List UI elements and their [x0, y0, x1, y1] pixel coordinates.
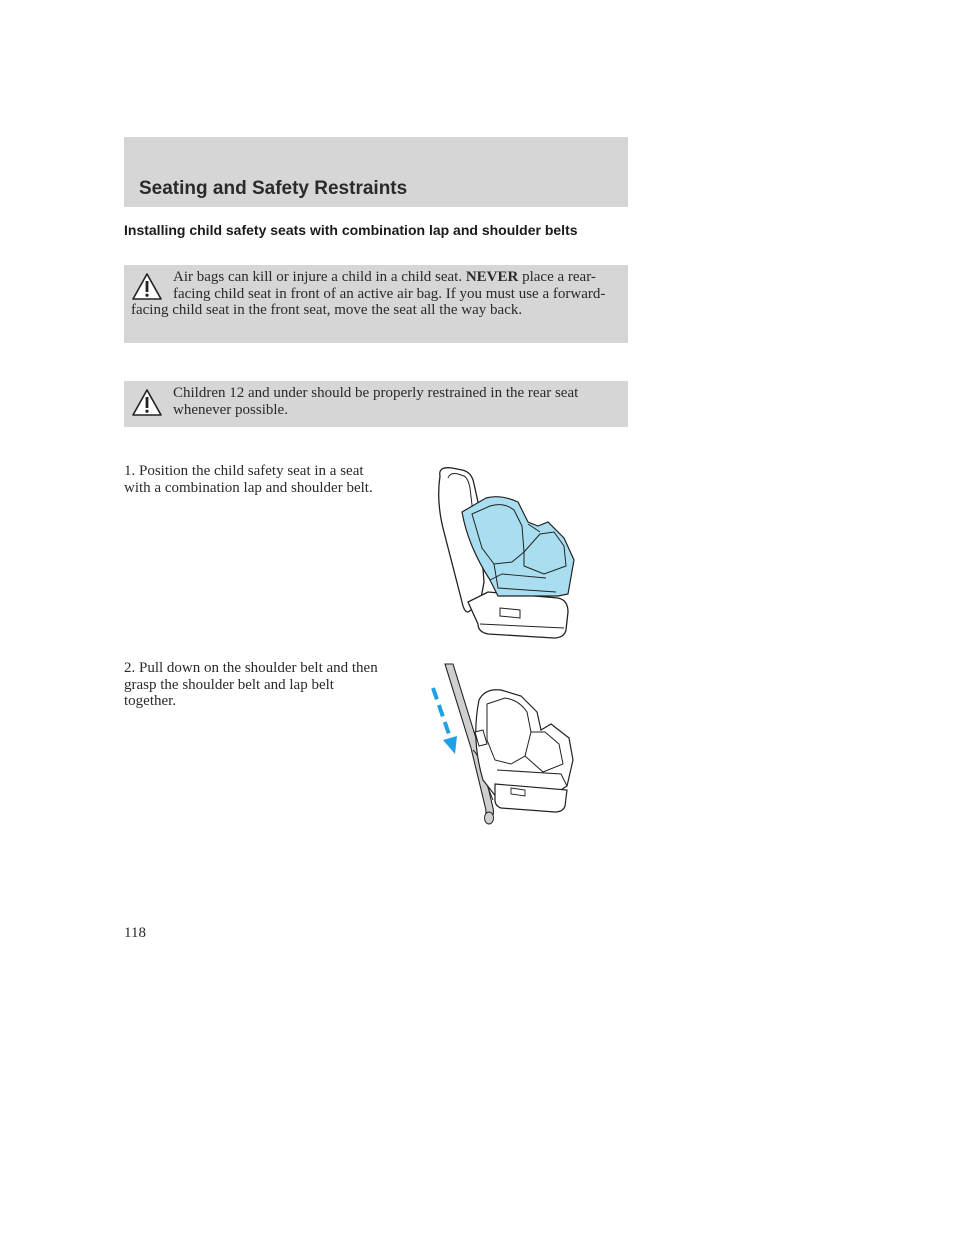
- warning-triangle-icon: [131, 272, 163, 302]
- child-seat-position-illustration: [428, 462, 578, 644]
- step-2-text: 2. Pull down on the shoulder belt and then grasp the shoulder belt and lap belt together.: [124, 660, 378, 709]
- page-number: 118: [124, 925, 146, 941]
- shoulder-belt-illustration: [425, 660, 580, 826]
- page-title: Seating and Safety Restraints: [139, 178, 408, 199]
- never-emphasis: NEVER: [465, 269, 519, 285]
- warning-text-airbag: Air bags can kill or injure a child in a child seat. NEVER place a rear-facing child seat in front of an active air bag. If you must use a forward-facing child seat in the front seat, move the seat all the way back.: [131, 269, 606, 318]
- step-1-text: 1. Position the child safety seat in a seat with a combination lap and shoulder belt.: [124, 463, 373, 496]
- warning-box-children: [124, 381, 628, 427]
- warning-text-children: Children 12 and under should be properly restrained in the rear seat whenever possible.: [173, 385, 579, 418]
- header-band: [124, 137, 628, 207]
- warning-triangle-icon: [131, 388, 163, 418]
- section-heading: Installing child safety seats with combination lap and shoulder belts: [124, 222, 578, 238]
- warning-box-airbag: [124, 265, 628, 343]
